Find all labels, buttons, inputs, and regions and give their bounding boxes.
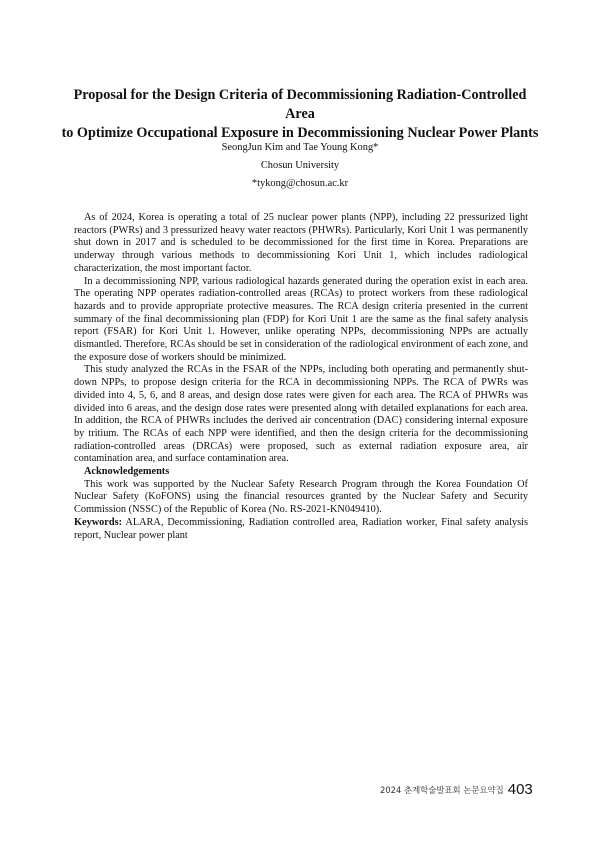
keywords-text: ALARA, Decommissioning, Radiation controlled area, Radiation worker, Final safety analysis report, Nuclear power plant [74, 516, 528, 541]
page-footer [380, 780, 533, 797]
email: *tykong@chosun.ac.kr [251, 178, 349, 189]
paragraph-2: In a decommissioning NPP, various radiological hazards generated during the operation exist in each area. The operating NPP operates radiation-controlled areas (RCAs) to protect workers from these radiological hazards and to provide appropriate protective measures. The RCA design criteria presented in the current summary of the final decommissioning plan (FDP) for Kori Unit 1 are the same as the final safety analysis report (FSAR) for Kori Unit 1. However, unlike operating NPPs, decommissioning NPPs are actually dismantled. Therefore, RCAs should be set in consideration of the radiological environment of each zone, and the exposure dose of workers should be minimized. [74, 275, 528, 363]
keywords [74, 517, 528, 542]
acknowledgements-text: This work was supported by the Nuclear Safety Research Program through the Korea Foundation Of Nuclear Safety (KoFONS) using the financial resources granted by the Nuclear Safety and Security Commission (NSSC) of the Republic of Korea (No. RS-2021-KN049410). [74, 478, 528, 516]
authors: SeongJun Kim and Tae Young Kong* [221, 142, 379, 153]
affiliation: Chosun University [260, 160, 340, 171]
acknowledgements-heading: Acknowledgements [84, 466, 170, 478]
title-line-2: to Optimize Occupational Exposure in Decommissioning Nuclear Power Plants [61, 125, 539, 141]
keywords-label: Keywords: [74, 516, 123, 528]
paragraph-1: As of 2024, Korea is operating a total of 25 nuclear power plants (NPP), including 22 pressurized light reactors (PWRs) and 3 pressurized heavy water reactors (PHWRs). Particularly, Kori Unit 1 was permanently shut down in 2017 and is scheduled to be decommissioned for the first time in Korea. Preparations are underway through various methods to decommissioning Kori Unit 1, which includes radiological characterization, the most important factor. [74, 212, 528, 274]
abstract-body [74, 212, 528, 542]
page-number: 403 [507, 781, 533, 798]
paper-title [60, 86, 540, 143]
paragraph-3: This study analyzed the RCAs in the FSAR of the NPPs, including both operating and permanently shut-down NPPs, to propose design criteria for the RCA in decommissioning NPPs. The RCA of PWRs was divided into 4, 5, 6, and 8 areas, and design dose rates were given for each area. The RCA of PHWRs was divided into 6 areas, and the design dose rates were presented along with detailed explanations for each area. In addition, the RCA of PHWRs includes the derived air concentration (DAC) considering internal exposure by tritium. The RCAs of each NPP were identified, and then the design criteria for the decommissioning radiation-controlled areas (DRCAs) were proposed, such as external radiation exposure area, air contamination area, and surface contamination area. [74, 364, 528, 465]
title-line-1: Proposal for the Design Criteria of Decommissioning Radiation-Controlled Area [73, 87, 527, 122]
footer-text: 2024 춘계학술발표회 논문요약집 [380, 785, 504, 795]
